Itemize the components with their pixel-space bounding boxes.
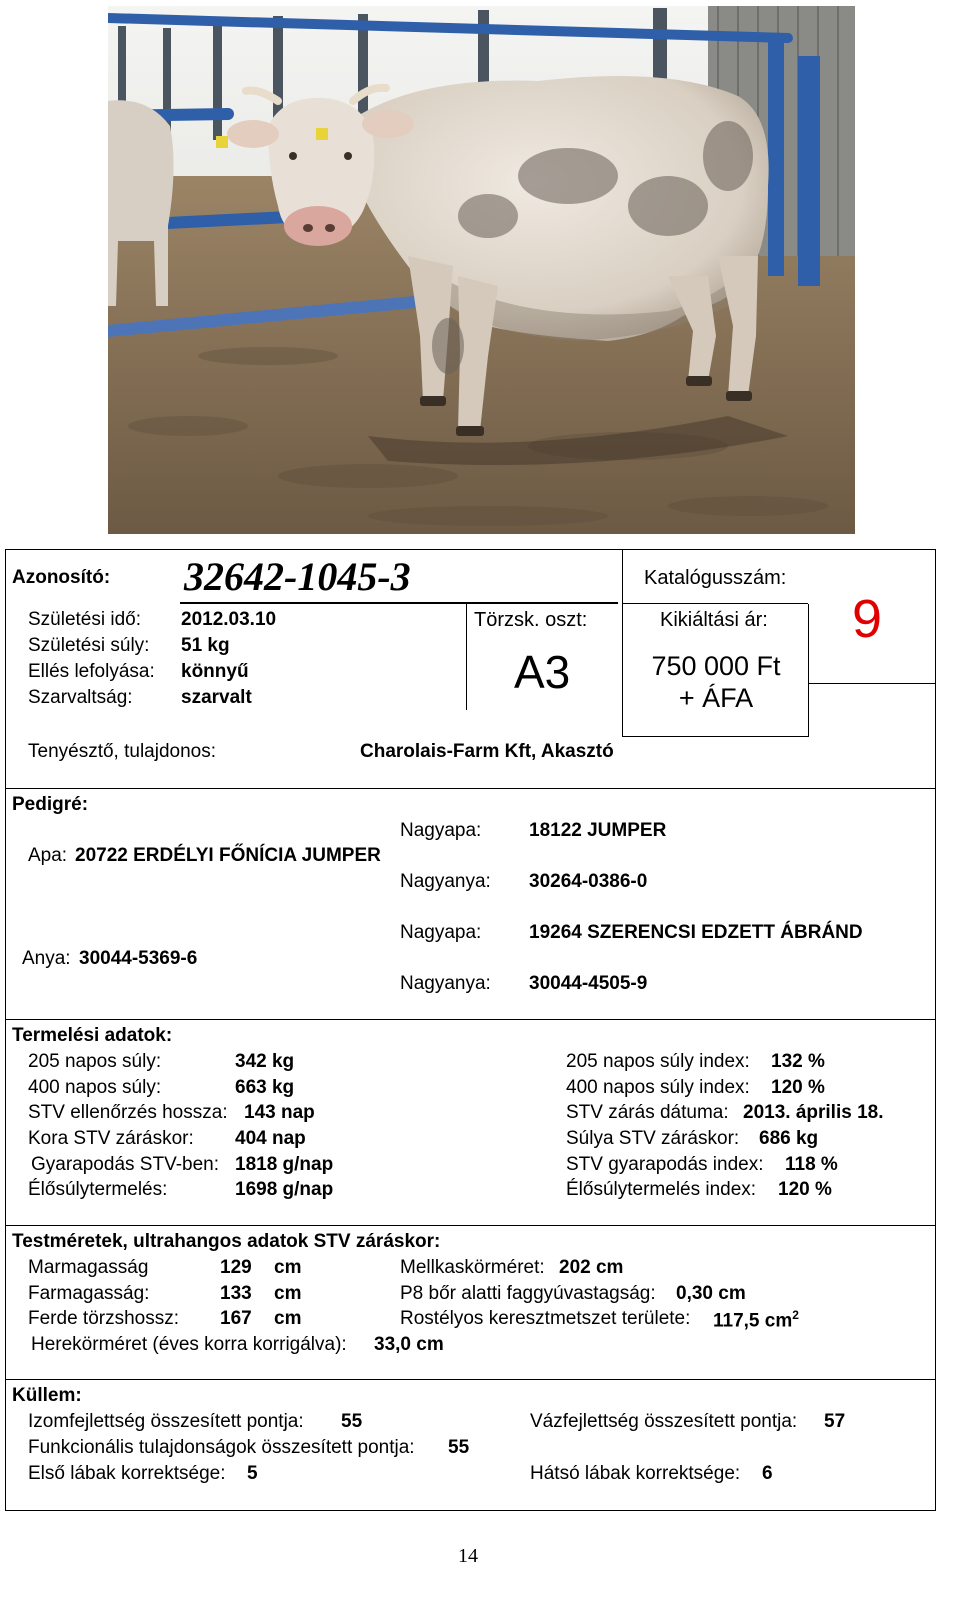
ribeye-label: Rostélyos keresztmetszet területe: — [400, 1308, 691, 1329]
divider-production — [5, 1225, 936, 1226]
testis-value: 33,0 cm — [374, 1334, 444, 1355]
table-border-top — [5, 549, 936, 550]
basic-value: 51 kg — [181, 635, 230, 656]
ribeye-value — [713, 1308, 799, 1332]
production-index-label: Súlya STV záráskor: — [566, 1128, 740, 1149]
production-index-label: Élősúlytermelés index: — [566, 1179, 757, 1200]
id-value: 32642-1045-3 — [184, 554, 411, 599]
production-label: Gyarapodás STV-ben: — [31, 1154, 219, 1175]
basic-label: Születési idő: — [28, 609, 142, 630]
production-value: 1818 g/nap — [235, 1154, 334, 1175]
production-label: 400 napos súly: — [28, 1077, 162, 1098]
sire-grandfather-value: 18122 JUMPER — [529, 820, 667, 841]
basic-label: Szarvaltság: — [28, 687, 133, 708]
sire-grandmother-label: Nagyanya: — [400, 871, 491, 892]
front-legs-value: 5 — [247, 1463, 258, 1484]
price-vat: + ÁFA — [678, 683, 754, 713]
production-index-label: STV gyarapodás index: — [566, 1154, 764, 1175]
breeder-value: Charolais-Farm Kft, Akasztó — [360, 741, 614, 762]
divider-class-left — [466, 604, 467, 710]
production-index-value: 2013. április 18. — [743, 1102, 884, 1123]
id-label: Azonosító: — [12, 567, 111, 588]
production-value: 663 kg — [235, 1077, 295, 1098]
bull-photo-illustration — [108, 6, 855, 534]
production-title: Termelési adatok: — [12, 1025, 173, 1046]
price-value: 750 000 Ft — [651, 651, 781, 681]
catalog-label: Katalógusszám: — [644, 567, 787, 589]
dam-grandfather-value: 19264 SZERENCSI EDZETT ÁBRÁND — [529, 922, 863, 943]
fat-label: P8 bőr alatti faggyúvastagság: — [400, 1283, 656, 1304]
table-border-right — [935, 549, 936, 1511]
sire-label: Apa: — [28, 845, 68, 866]
production-label: Kora STV záráskor: — [28, 1128, 194, 1149]
sire-grandmother-value: 30264-0386-0 — [529, 871, 648, 892]
basic-value: szarvalt — [181, 687, 252, 708]
dam-label: Anya: — [22, 948, 71, 969]
testis-label: Herekörméret (éves korra korrigálva): — [31, 1334, 347, 1355]
body-row-unit: cm — [274, 1257, 302, 1278]
body-row-value: 167 — [220, 1308, 252, 1329]
frame-value: 57 — [824, 1411, 846, 1432]
appearance-title: Küllem: — [12, 1385, 82, 1406]
divider-price-right — [808, 604, 809, 737]
production-index-label: 205 napos súly index: — [566, 1051, 750, 1072]
table-border-left — [5, 549, 6, 1511]
basic-label: Ellés lefolyása: — [28, 661, 155, 682]
muscle-value: 55 — [341, 1411, 363, 1432]
production-value: 404 nap — [235, 1128, 306, 1149]
func-label: Funkcionális tulajdonságok összesített pontja: — [28, 1437, 415, 1458]
body-row-unit: cm — [274, 1283, 302, 1304]
chest-value: 202 cm — [559, 1257, 624, 1278]
ribeye-superscript: 2 — [792, 1308, 799, 1322]
front-legs-label: Első lábak korrektsége: — [28, 1463, 226, 1484]
production-index-value: 118 % — [785, 1154, 838, 1175]
divider-body — [5, 1379, 936, 1380]
sire-value: 20722 ERDÉLYI FŐNÍCIA JUMPER — [75, 845, 381, 866]
dam-grandmother-label: Nagyanya: — [400, 973, 491, 994]
chest-label: Mellkaskörméret: — [400, 1257, 545, 1278]
body-row-label: Ferde törzshossz: — [28, 1308, 179, 1329]
basic-value: könnyű — [181, 661, 249, 682]
price-label: Kikiáltási ár: — [660, 609, 768, 631]
divider-price-bottom — [622, 736, 808, 737]
ribeye-number: 117,5 cm — [713, 1310, 793, 1332]
production-value: 342 kg — [235, 1051, 295, 1072]
divider-breeder — [5, 788, 936, 789]
page-number: 14 — [458, 1545, 478, 1567]
rear-legs-label: Hátsó lábak korrektsége: — [530, 1463, 741, 1484]
production-index-value: 686 kg — [759, 1128, 819, 1149]
func-value: 55 — [448, 1437, 470, 1458]
pedigree-title: Pedigré: — [12, 794, 89, 815]
production-index-label: 400 napos súly index: — [566, 1077, 750, 1098]
basic-value: 2012.03.10 — [181, 609, 277, 630]
dam-grandmother-value: 30044-4505-9 — [529, 973, 648, 994]
production-index-value: 120 % — [778, 1179, 832, 1200]
divider-pedigree — [5, 1019, 936, 1020]
catalog-number: 9 — [852, 589, 883, 649]
fat-value: 0,30 cm — [676, 1283, 746, 1304]
class-value: A3 — [514, 646, 571, 698]
divider-price-left — [622, 549, 623, 737]
divider-catnum-bottom — [808, 683, 936, 684]
body-row-label: Marmagasság — [28, 1257, 149, 1278]
id-underline — [180, 602, 618, 604]
production-label: 205 napos súly: — [28, 1051, 162, 1072]
basic-label: Születési súly: — [28, 635, 150, 656]
body-row-value: 129 — [220, 1257, 252, 1278]
body-title: Testméretek, ultrahangos adatok STV záráskor: — [12, 1231, 441, 1252]
body-row-value: 133 — [220, 1283, 252, 1304]
production-index-value: 120 % — [771, 1077, 825, 1098]
sire-grandfather-label: Nagyapa: — [400, 820, 482, 841]
divider-catalog-bottom — [622, 603, 808, 604]
bull-photo — [108, 6, 855, 534]
production-value: 1698 g/nap — [235, 1179, 334, 1200]
body-row-label: Farmagasság: — [28, 1283, 150, 1304]
production-index-label: STV zárás dátuma: — [566, 1102, 729, 1123]
frame-label: Vázfejlettség összesített pontja: — [530, 1411, 798, 1432]
body-row-unit: cm — [274, 1308, 302, 1329]
breeder-label: Tenyésztő, tulajdonos: — [28, 741, 217, 762]
production-label: Élősúlytermelés: — [28, 1179, 168, 1200]
class-label: Törzsk. oszt: — [474, 609, 588, 631]
dam-grandfather-label: Nagyapa: — [400, 922, 482, 943]
production-label: STV ellenőrzés hossza: — [28, 1102, 228, 1123]
table-border-bottom — [5, 1510, 936, 1511]
muscle-label: Izomfejlettség összesített pontja: — [28, 1411, 304, 1432]
rear-legs-value: 6 — [762, 1463, 773, 1484]
dam-value: 30044-5369-6 — [79, 948, 198, 969]
production-index-value: 132 % — [771, 1051, 825, 1072]
production-value: 143 nap — [244, 1102, 315, 1123]
